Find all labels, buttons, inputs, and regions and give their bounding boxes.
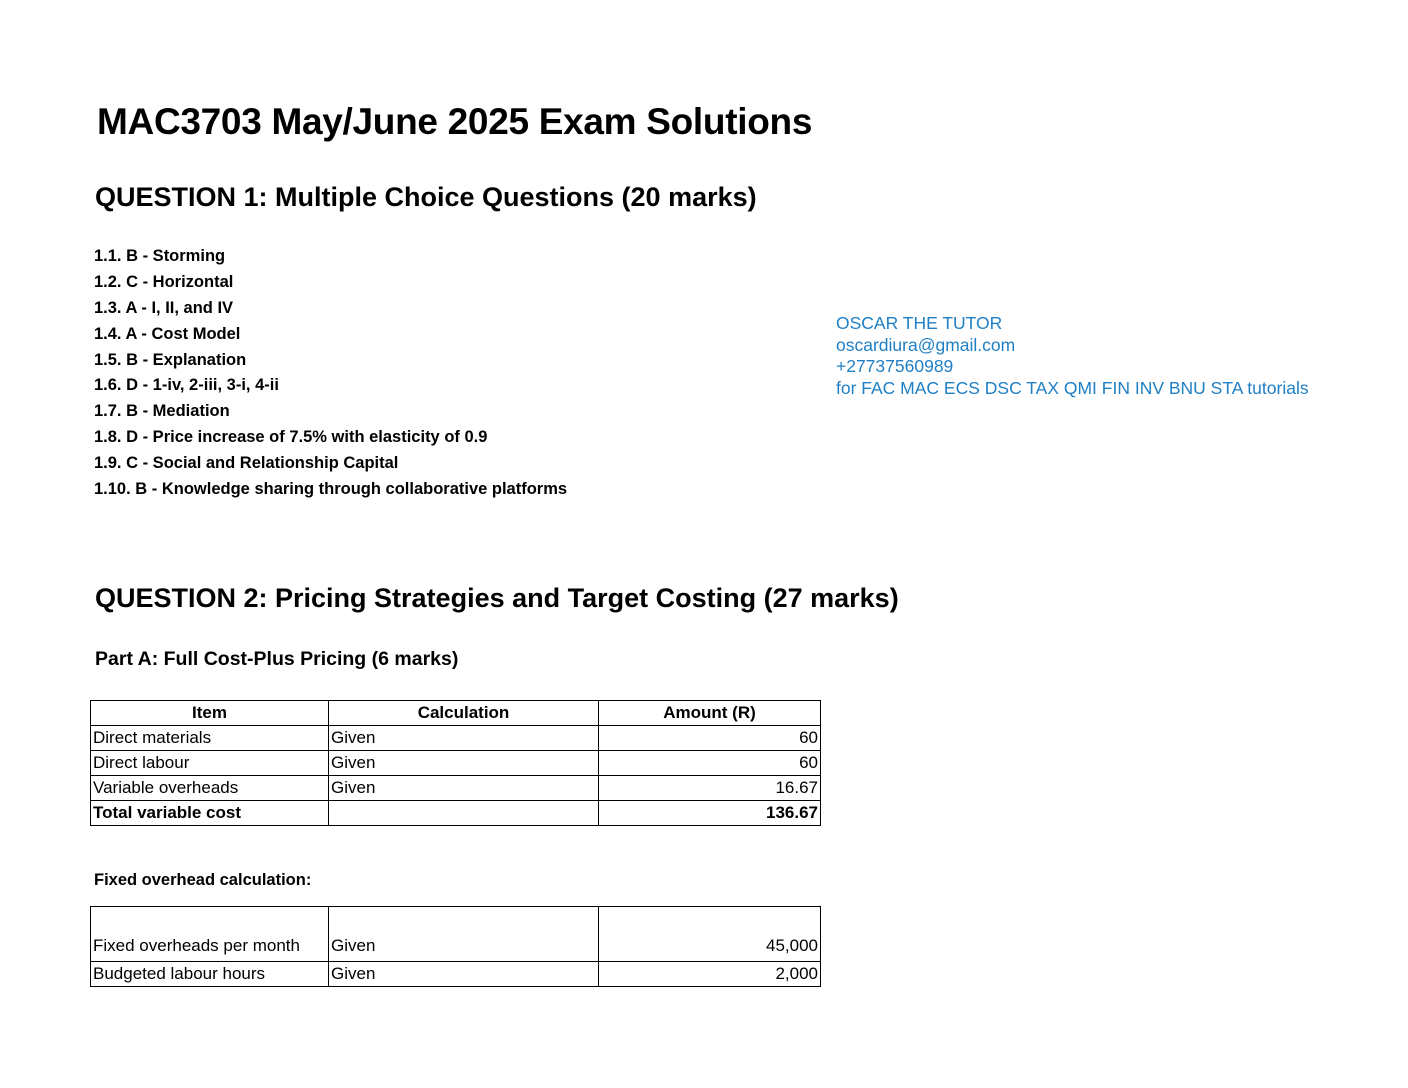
mcq-answer: 1.8. D - Price increase of 7.5% with elasticity of 0.9 bbox=[94, 428, 488, 447]
cell-item: Direct materials bbox=[91, 726, 329, 751]
mcq-answer: 1.1. B - Storming bbox=[94, 247, 226, 265]
cell-calculation: Given bbox=[329, 751, 599, 776]
cell-item: Direct labour bbox=[91, 751, 329, 776]
table-header-row bbox=[91, 701, 821, 726]
cell-amount: 60 bbox=[599, 726, 821, 751]
mcq-answer-list bbox=[94, 244, 567, 503]
mcq-answer: 1.5. B - Explanation bbox=[94, 350, 247, 369]
table-row bbox=[91, 726, 821, 751]
cell-item: Variable overheads bbox=[91, 776, 329, 801]
table-row bbox=[91, 907, 821, 962]
fixed-overhead-label: Fixed overhead calculation: bbox=[94, 871, 312, 889]
cell-amount: 136.67 bbox=[599, 801, 821, 826]
part-a-heading: Part A: Full Cost-Plus Pricing (6 marks) bbox=[95, 648, 459, 670]
mcq-answer: 1.2. C - Horizontal bbox=[94, 272, 234, 291]
cell-item: Budgeted labour hours bbox=[91, 962, 329, 987]
tutor-email[interactable]: oscardiura@gmail.com bbox=[836, 334, 1016, 355]
cell-amount: 2,000 bbox=[599, 962, 821, 987]
tutor-name: OSCAR THE TUTOR bbox=[836, 313, 1003, 333]
mcq-answer: 1.10. B - Knowledge sharing through collaborative platforms bbox=[94, 480, 568, 499]
tutor-contact-block bbox=[836, 313, 1309, 399]
mcq-answer: 1.7. B - Mediation bbox=[94, 402, 230, 421]
question-2-heading: QUESTION 2: Pricing Strategies and Target Costing (27 marks) bbox=[95, 583, 899, 613]
table-row bbox=[91, 776, 821, 801]
fixed-overhead-table bbox=[90, 906, 821, 987]
mcq-answer: 1.9. C - Social and Relationship Capital bbox=[94, 454, 399, 473]
cell-amount: 60 bbox=[599, 751, 821, 776]
cell-calculation: Given bbox=[329, 776, 599, 801]
cell-calculation: Given bbox=[329, 726, 599, 751]
cell-item: Fixed overheads per month bbox=[91, 907, 329, 962]
cell-item: Total variable cost bbox=[91, 801, 329, 826]
table-total-row bbox=[91, 801, 821, 826]
table-row bbox=[91, 751, 821, 776]
cell-amount: 16.67 bbox=[599, 776, 821, 801]
column-header-calculation: Calculation bbox=[329, 701, 599, 726]
cell-calculation: Given bbox=[329, 962, 599, 987]
mcq-answer: 1.4. A - Cost Model bbox=[94, 324, 241, 343]
document-title: MAC3703 May/June 2025 Exam Solutions bbox=[97, 101, 813, 142]
tutor-subjects: for FAC MAC ECS DSC TAX QMI FIN INV BNU STA tutorials bbox=[836, 377, 1309, 398]
column-header-amount: Amount (R) bbox=[599, 701, 821, 726]
column-header-item: Item bbox=[91, 701, 329, 726]
cell-calculation bbox=[329, 801, 599, 826]
cell-amount: 45,000 bbox=[599, 907, 821, 962]
variable-cost-table bbox=[90, 700, 821, 826]
tutor-phone: +27737560989 bbox=[836, 356, 954, 376]
table-row bbox=[91, 962, 821, 987]
cell-calculation: Given bbox=[329, 907, 599, 962]
mcq-answer: 1.6. D - 1-iv, 2-iii, 3-i, 4-ii bbox=[94, 376, 279, 395]
mcq-answer: 1.3. A - I, II, and IV bbox=[94, 298, 234, 317]
question-1-heading: QUESTION 1: Multiple Choice Questions (20 marks) bbox=[95, 182, 757, 212]
